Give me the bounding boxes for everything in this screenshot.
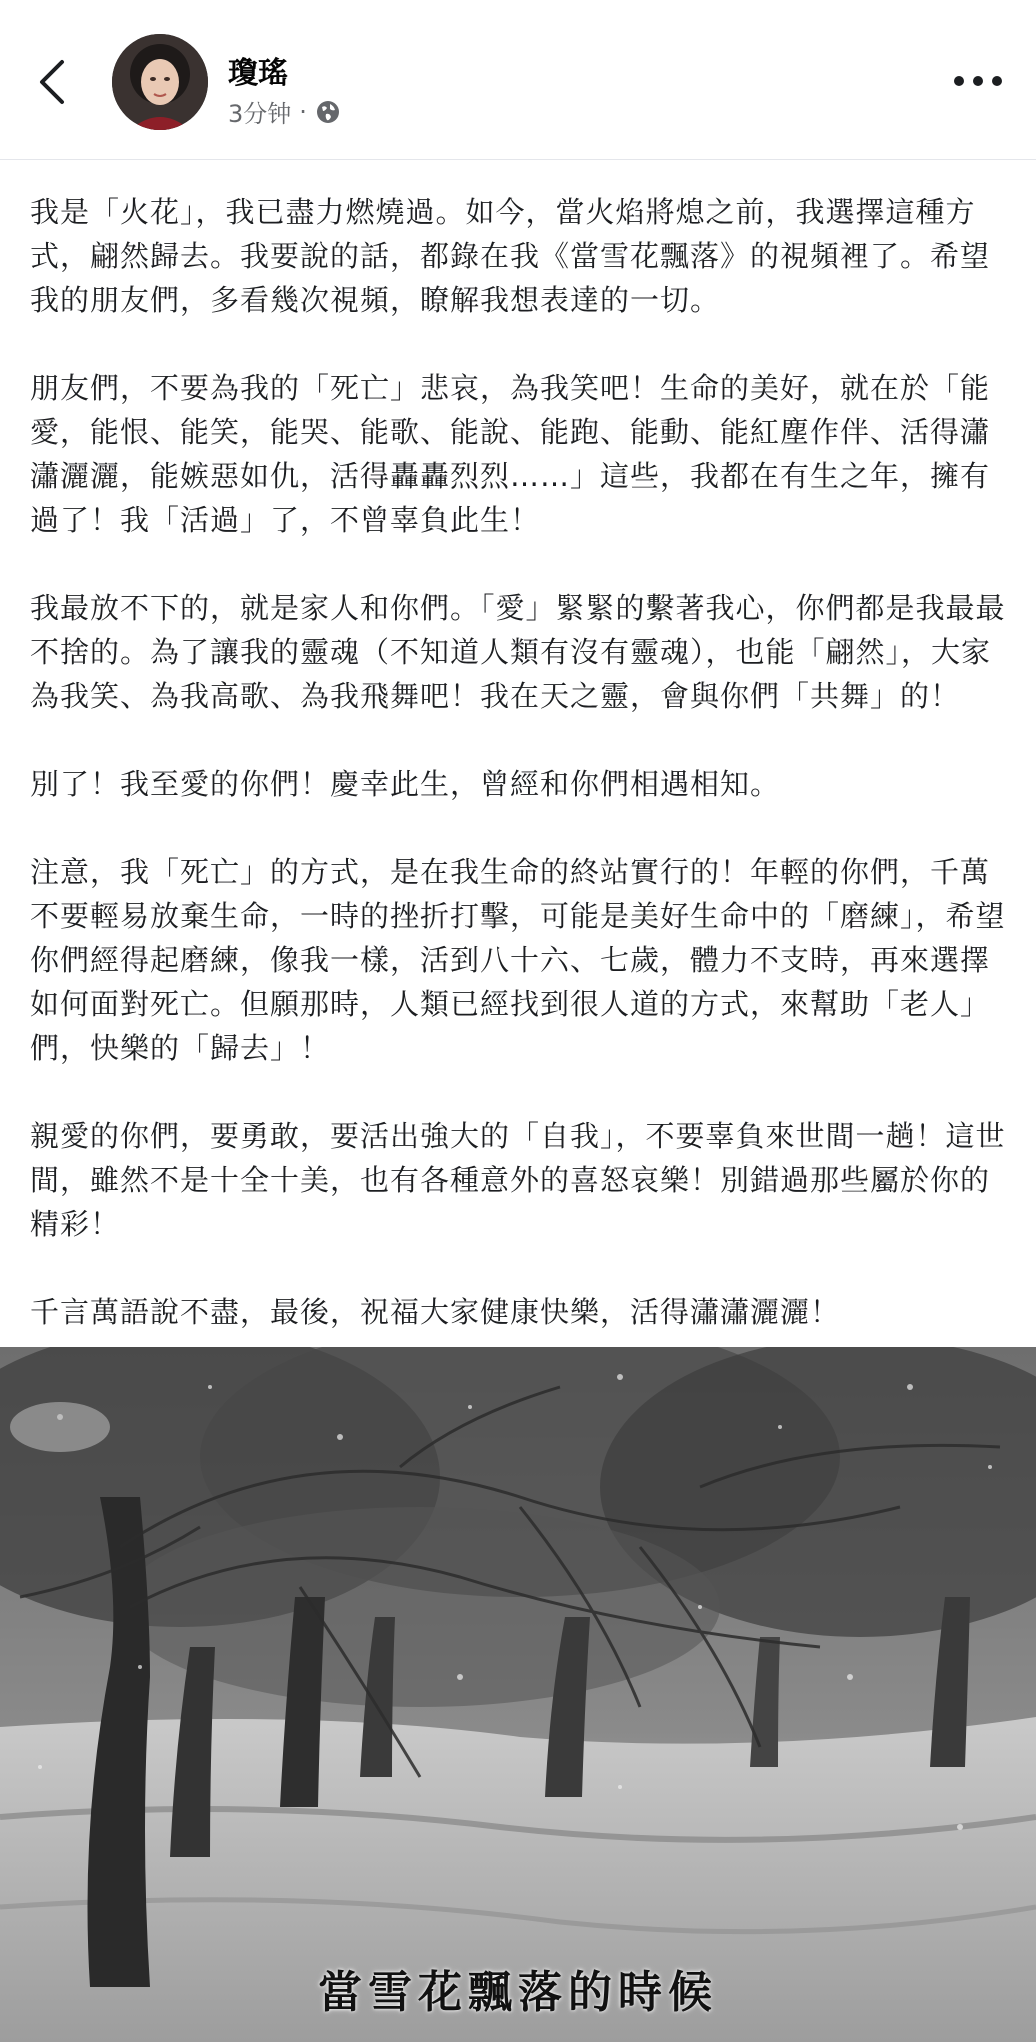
avatar[interactable] — [112, 34, 208, 130]
post-timestamp[interactable]: 3分钟 — [228, 100, 292, 128]
snowy-trees-image — [0, 1347, 1036, 2042]
meta-separator: · — [299, 97, 307, 126]
image-caption: 當雪花飄落的時候 — [318, 1967, 718, 2018]
post-paragraph: 朋友們，不要為我的「死亡」悲哀，為我笑吧！生命的美好，就在於「能愛，能恨、能笑，能哭、能歌、能說、能跑、能動、能紅塵作伴、活得瀟瀟灑灑，能嫉惡如仇，活得轟轟烈烈……」這些，我都在有生之年，擁有過了！我「活過」了，不曾辜負此生！ — [30, 371, 991, 537]
post-image[interactable] — [0, 1347, 1036, 2042]
post-header — [0, 0, 1036, 160]
post-paragraph: 千言萬語說不盡，最後，祝福大家健康快樂，活得瀟瀟灑灑！ — [30, 1295, 841, 1329]
post-paragraph: 親愛的你們，要勇敢，要活出強大的「自我」，不要辜負來世間一趟！這世間，雖然不是十全十美，也有各種意外的喜怒哀樂！別錯過那些屬於你的精彩！ — [30, 1119, 1006, 1241]
post-paragraph: 別了！我至愛的你們！慶幸此生，曾經和你們相遇相知。 — [30, 767, 781, 801]
post-paragraph: 注意，我「死亡」的方式，是在我生命的終站實行的！年輕的你們，千萬不要輕易放棄生命，一時的挫折打擊，可能是美好生命中的「磨練」，希望你們經得起磨練，像我一樣，活到八十六、七歲，體力不支時，再來選擇如何面對死亡。但願那時，人類已經找到很人道的方式，來幫助「老人」們，快樂的「歸去」！ — [30, 855, 1006, 1065]
post-meta — [228, 94, 341, 129]
globe-icon — [315, 99, 341, 125]
back-button[interactable] — [30, 52, 82, 112]
more-options-button[interactable] — [954, 66, 1002, 96]
chevron-left-icon — [30, 52, 82, 112]
post-text — [30, 190, 1010, 1510]
more-horizontal-icon — [954, 76, 964, 86]
post-paragraph: 我是「火花」，我已盡力燃燒過。如今，當火焰將熄之前，我選擇這種方式，翩然歸去。我要說的話，都錄在我《當雪花飄落》的視頻裡了。希望我的朋友們，多看幾次視頻，瞭解我想表達的一切。 — [30, 195, 991, 317]
post-paragraph: 我最放不下的，就是家人和你們。「愛」緊緊的繫著我心，你們都是我最最不捨的。為了讓我的靈魂（不知道人類有沒有靈魂），也能「翩然」，大家為我笑、為我高歌、為我飛舞吧！我在天之靈，會與你們「共舞」的！ — [30, 591, 1006, 713]
author-name[interactable]: 瓊瑤 — [228, 56, 288, 91]
